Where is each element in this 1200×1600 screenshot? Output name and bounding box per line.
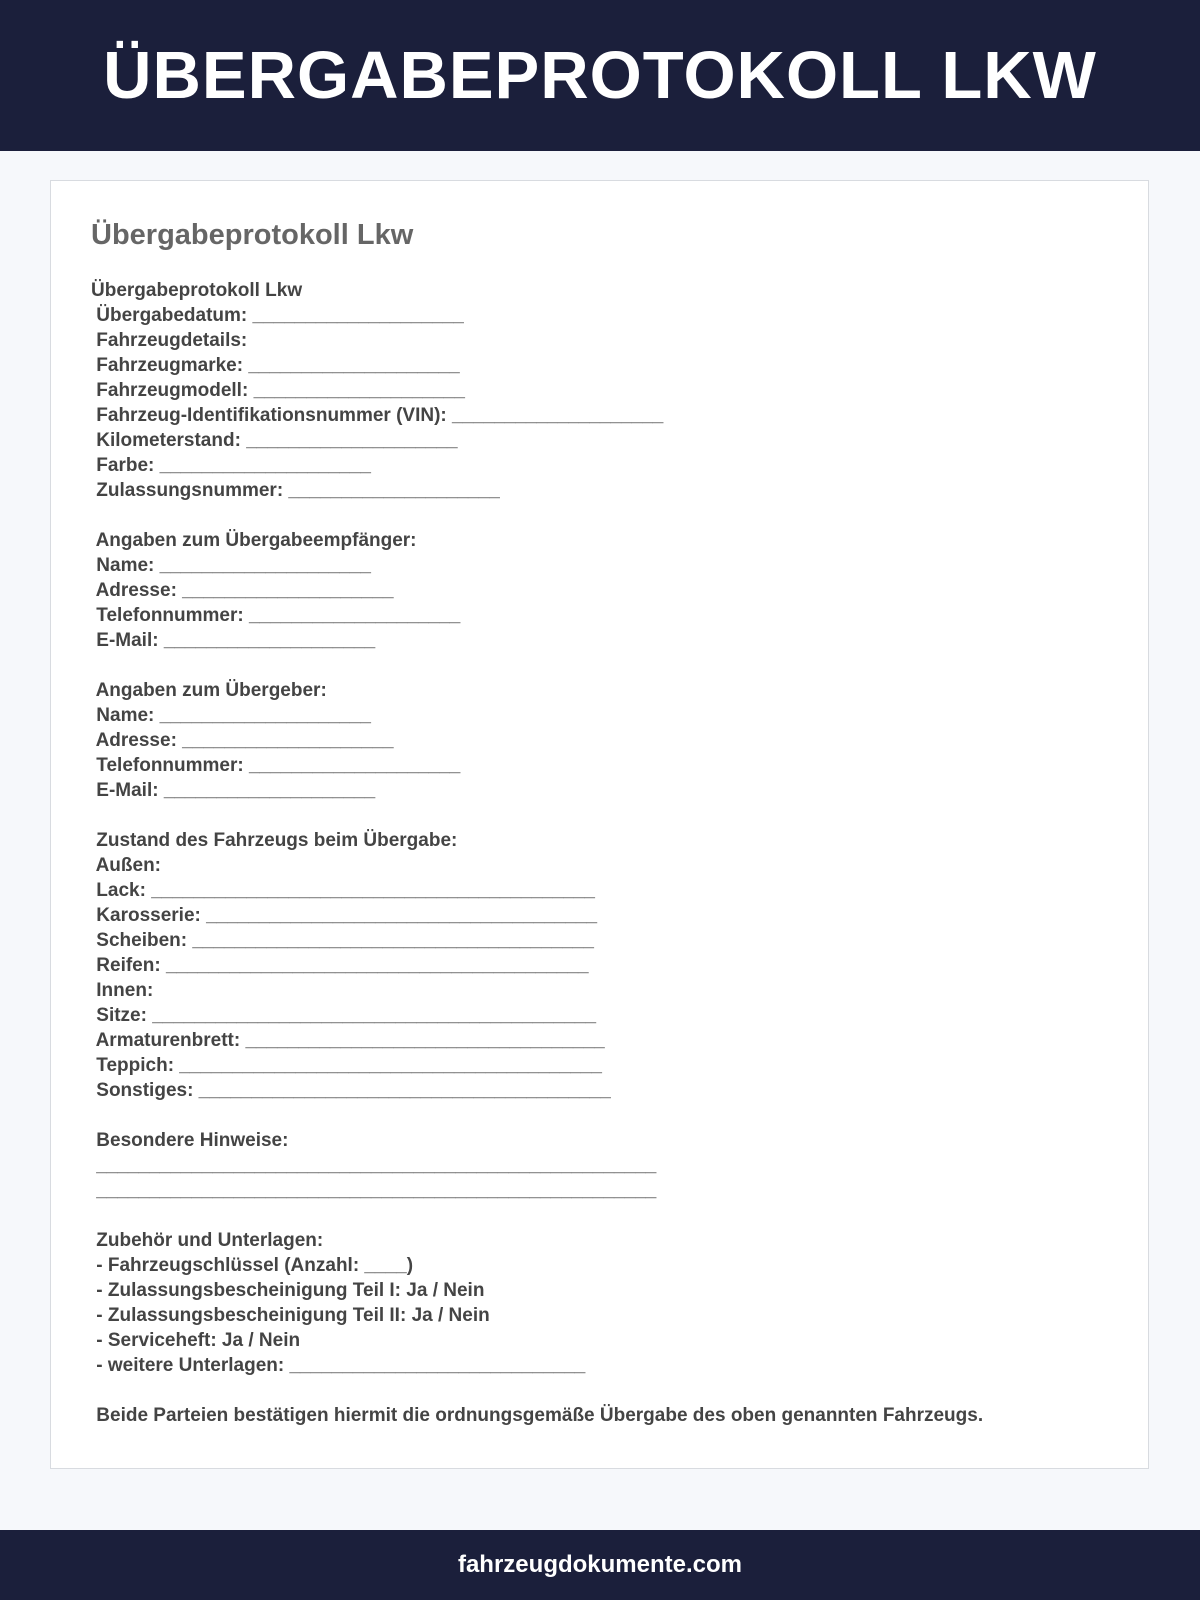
document-line: _____________________________________________________ bbox=[91, 1155, 657, 1176]
blank-line bbox=[91, 1103, 983, 1128]
document-line: Name: ____________________ bbox=[91, 705, 371, 726]
document-line: E-Mail: ____________________ bbox=[91, 630, 376, 651]
document-line: Übergabeprotokoll Lkw bbox=[91, 280, 303, 301]
document-line: - Zulassungsbescheinigung Teil I: Ja / Nein bbox=[91, 1280, 485, 1301]
page-footer bbox=[0, 1530, 1200, 1600]
document-line: Zubehör und Unterlagen: bbox=[91, 1230, 324, 1251]
document-line: Telefonnummer: ____________________ bbox=[91, 755, 461, 776]
document-title: Übergabeprotokoll Lkw bbox=[91, 219, 414, 251]
blank-line bbox=[91, 1203, 983, 1228]
document-body bbox=[91, 278, 983, 1428]
document-line: Zulassungsnummer: ____________________ bbox=[91, 480, 500, 501]
blank-line bbox=[91, 503, 983, 528]
document-line: Scheiben: ______________________________________ bbox=[91, 930, 594, 951]
blank-line bbox=[91, 803, 983, 828]
document-line: Reifen: ________________________________________ bbox=[91, 955, 589, 976]
page-title: ÜBERGABEPROTOKOLL LKW bbox=[103, 38, 1097, 113]
document-line: Zustand des Fahrzeugs beim Übergabe: bbox=[91, 830, 458, 851]
document-line: - Zulassungsbescheinigung Teil II: Ja / Nein bbox=[91, 1305, 490, 1326]
document-line: Teppich: ________________________________________ bbox=[91, 1055, 602, 1076]
document-line: E-Mail: ____________________ bbox=[91, 780, 376, 801]
document-line: _____________________________________________________ bbox=[91, 1180, 657, 1201]
page-header bbox=[0, 0, 1200, 151]
document-line: Außen: bbox=[91, 855, 162, 876]
document-line: Adresse: ____________________ bbox=[91, 580, 394, 601]
document-line: Fahrzeug-Identifikationsnummer (VIN): ____________________ bbox=[91, 405, 664, 426]
document-line: Fahrzeugdetails: bbox=[91, 330, 248, 351]
blank-line bbox=[91, 1378, 983, 1403]
document-line: Fahrzeugmarke: ____________________ bbox=[91, 355, 460, 376]
document-line: Farbe: ____________________ bbox=[91, 455, 371, 476]
document-line: - weitere Unterlagen: ____________________________ bbox=[91, 1355, 586, 1376]
document-line: Kilometerstand: ____________________ bbox=[91, 430, 458, 451]
footer-site-name: fahrzeugdokumente.com bbox=[457, 1551, 743, 1578]
document-line: Angaben zum Übergeber: bbox=[91, 680, 327, 701]
document-line: Beide Parteien bestätigen hiermit die ordnungsgemäße Übergabe des oben genannten Fahrzeugs. bbox=[91, 1405, 984, 1426]
document-line: Übergabedatum: ____________________ bbox=[91, 305, 464, 326]
document-line: Innen: bbox=[91, 980, 154, 1001]
document-line: Lack: __________________________________________ bbox=[91, 880, 596, 901]
document-line: Angaben zum Übergabeempfänger: bbox=[91, 530, 417, 551]
blank-line bbox=[91, 653, 983, 678]
document-card bbox=[50, 180, 1149, 1469]
document-line: Fahrzeugmodell: ____________________ bbox=[91, 380, 465, 401]
document-line: Sonstiges: _______________________________________ bbox=[91, 1080, 611, 1101]
document-line: Adresse: ____________________ bbox=[91, 730, 394, 751]
document-line: Besondere Hinweise: bbox=[91, 1130, 289, 1151]
document-line: Armaturenbrett: __________________________________ bbox=[91, 1030, 605, 1051]
document-line: Name: ____________________ bbox=[91, 555, 371, 576]
document-line: Sitze: __________________________________________ bbox=[91, 1005, 597, 1026]
document-line: - Serviceheft: Ja / Nein bbox=[91, 1330, 301, 1351]
document-line: Telefonnummer: ____________________ bbox=[91, 605, 461, 626]
document-line: Karosserie: _____________________________________ bbox=[91, 905, 598, 926]
document-line: - Fahrzeugschlüssel (Anzahl: ____) bbox=[91, 1255, 414, 1276]
